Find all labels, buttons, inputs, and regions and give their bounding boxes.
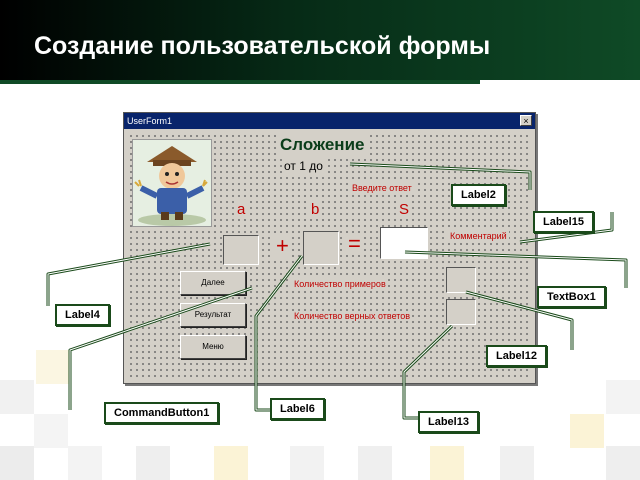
slide-title: Создание пользовательской формы <box>34 32 491 60</box>
callout-commandbutton1: CommandButton1 <box>104 402 219 424</box>
callout-label13: Label13 <box>418 411 479 433</box>
callout-label6: Label6 <box>270 398 325 420</box>
callout-label2: Label2 <box>451 184 506 206</box>
b-label: b <box>308 201 322 218</box>
a-label: а <box>234 201 248 218</box>
callout-label15: Label15 <box>533 211 594 233</box>
count-correct-label: Количество верных ответов <box>294 311 411 321</box>
equals-sign: = <box>348 231 361 256</box>
enter-answer-label: Введите ответ <box>352 183 412 193</box>
menu-button[interactable]: Меню <box>180 335 246 359</box>
close-icon[interactable]: × <box>520 115 532 126</box>
form-title: UserForm1 <box>127 116 173 126</box>
range-label: от 1 до <box>284 159 323 173</box>
form-heading: Сложение <box>280 135 365 154</box>
comment-label: Комментарий <box>450 231 507 241</box>
count-examples-label: Количество примеров <box>294 279 386 289</box>
callout-label4: Label4 <box>55 304 110 326</box>
s-label: S <box>396 201 412 218</box>
next-button[interactable]: Далее <box>180 271 246 295</box>
callout-textbox1: TextBox1 <box>537 286 606 308</box>
callout-label12: Label12 <box>486 345 547 367</box>
result-button[interactable]: Результат <box>180 303 246 327</box>
plus-sign: + <box>276 233 289 258</box>
